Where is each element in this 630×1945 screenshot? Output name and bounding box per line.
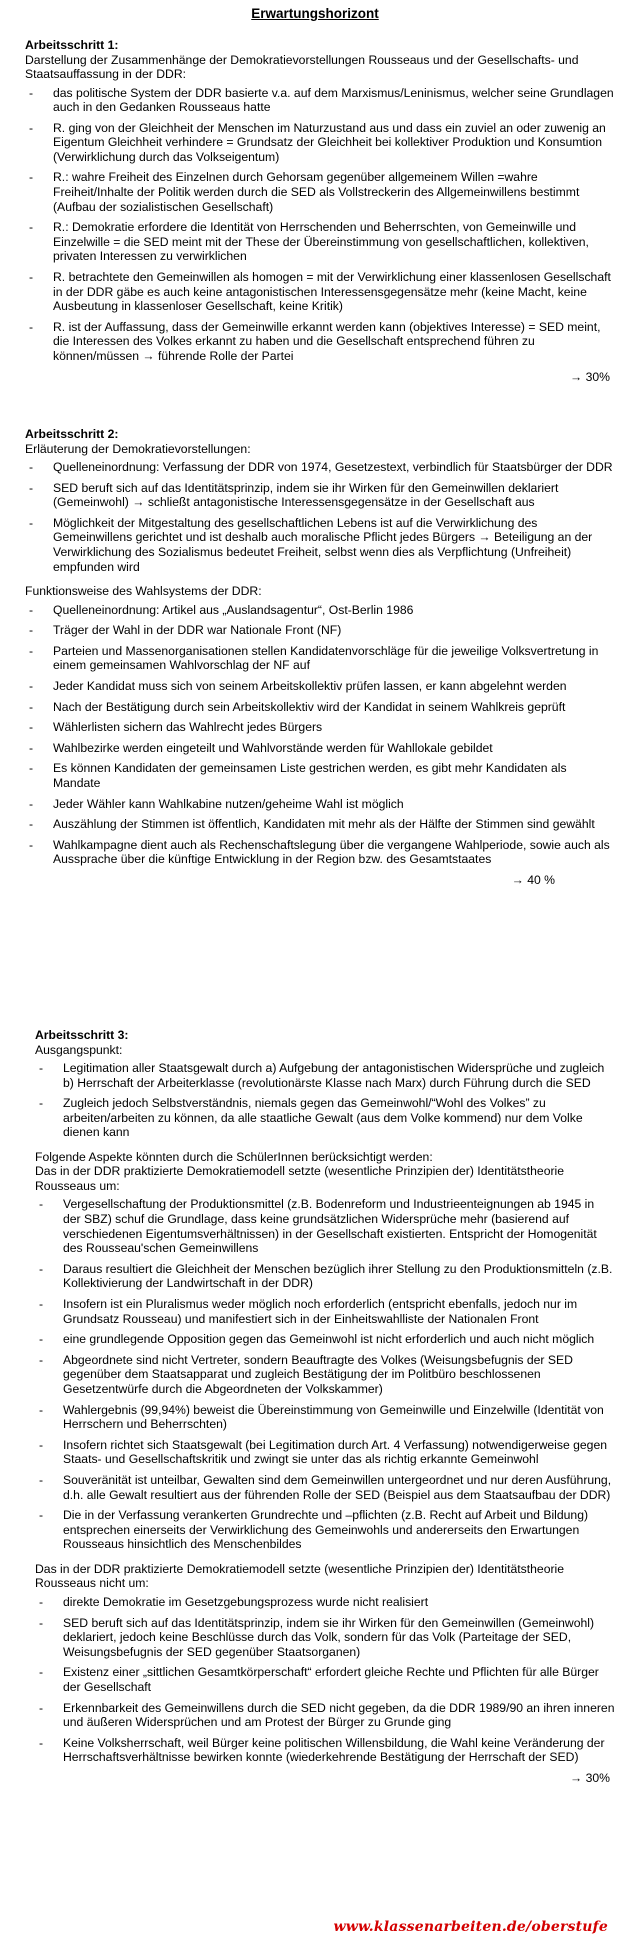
step3-list3-item: - direkte Demokratie im Gesetzgebungsprozess wurde nicht realisiert	[35, 1595, 615, 1610]
step2-list-item: - Möglichkeit der Mitgestaltung des gesellschaftlichen Lebens ist auf die Verwirklichung des Gemeinwillens gerichtet und ist deshalb auch moralische Pflicht jedes Bürgers → Beteiligung an der Verwirklichung des Sozialismus bedeutet Freiheit, selbst wenn dies als Verpflichtung (Unfreiheit) empfunden wird	[25, 516, 615, 574]
step2-list2-item: - Quelleneinordnung: Artikel aus „Auslandsagentur“, Ost-Berlin 1986	[25, 603, 615, 618]
step3-list2-item: - Die in der Verfassung verankerten Grundrechte und –pflichten (z.B. Recht auf Arbeit und Bildung) entsprechen einerseits der Verwirklichung des Gemeinwohls und andererseits den Erwartungen Rousseaus hinsichtlich des Menschenbildes	[35, 1508, 615, 1552]
footer-section: oberstufe	[531, 1919, 608, 1935]
step1-list	[25, 86, 615, 364]
step2-list2-item: - Auszählung der Stimmen ist öffentlich, Kandidaten mit mehr als der Hälfte der Stimmen sind gewählt	[25, 817, 615, 832]
step2-list-item: - Quelleneinordnung: Verfassung der DDR von 1974, Gesetzestext, verbindlich für Staatsbürger der DDR	[25, 460, 615, 475]
step1-list-item: - R.: wahre Freiheit des Einzelnen durch Gehorsam gegenüber allgemeinem Willen =wahre Freiheit/Inhalte der Politik werden durch die SED als Vollstreckerin des Allgemeinwillens bestimmt (Aufbau der sozialistischen Gesellschaft)	[25, 170, 615, 214]
step1-section	[25, 38, 615, 384]
step3-list2-item: - Souveränität ist unteilbar, Gewalten sind dem Gemeinwillen untergeordnet und nur deren Ausführung, d.h. alle Gewalt resultiert aus der führenden Rolle der SED (Beispiel aus dem Staatsaufbau der DDR)	[35, 1473, 615, 1502]
step3-list3-item: - Erkennbarkeit des Gemeinwillens durch die SED nicht gegeben, da die DDR 1989/90 an ihren inneren und äußeren Widersprüchen und am Protest der Bürger zu Grunde ging	[35, 1701, 615, 1730]
footer-site: www.klassenarbeiten.de	[333, 1919, 526, 1935]
step3-list2-item: - Insofern richtet sich Staatsgewalt (bei Legitimation durch Art. 4 Verfassung) notwendigerweise gegen Staats- und Gesellschaftskritik und zwingt sie unter das als richtig erkannte Gemeinwohl	[35, 1438, 615, 1467]
step2-list2-item: - Wahlbezirke werden eingeteilt und Wahlvorstände werden für Wahllokale gebildet	[25, 741, 615, 756]
step2-intro2: Funktionsweise des Wahlsystems der DDR:	[25, 584, 262, 599]
step3-list2-item: - Wahlergebnis (99,94%) beweist die Übereinstimmung von Gemeinwille und Einzelwille (Identität von Herrschern und Beherrschten)	[35, 1403, 615, 1432]
step3-list2	[35, 1197, 615, 1551]
step3-list3	[35, 1595, 615, 1765]
document-title: Erwartungshorizont	[251, 6, 379, 21]
step2-list-item: - SED beruft sich auf das Identitätsprinzip, indem sie ihr Wirken für den Gemeinwillen deklariert (Gemeinwohl) → schließt antagonistische Interessensgegensätze in der Gesellschaft aus	[25, 481, 615, 510]
step3-intro: Ausgangspunkt:	[35, 1042, 123, 1057]
step1-list-item: - R. betrachtete den Gemeinwillen als homogen = mit der Verwirklichung einer klassenlosen Gesellschaft in der DDR gäbe es auch keine antagonistischen Interessensgegensätze mehr (keine Macht, keine Ausbeutung in klassenloser Gesellschaft, keine Kritik)	[25, 270, 615, 314]
step2-list	[25, 460, 615, 574]
step2-list2-item: - Jeder Wähler kann Wahlkabine nutzen/geheime Wahl ist möglich	[25, 797, 615, 812]
step3-list2-item: - Vergesellschaftung der Produktionsmittel (z.B. Bodenreform und Industrieenteignungen ab 1945 in der SBZ) schuf die Grundlage, dass keine grundsätzlichen Widersprüche mehr (basierend auf verschiedenen Eigentumsverhältnissen) in der Gesellschaft existierten. Entspricht der Homogenität des Rousseau'schen Gemeinwillens	[35, 1197, 615, 1255]
step3-list2-item: - Daraus resultiert die Gleichheit der Menschen bezüglich ihrer Stellung zu den Produktionsmitteln (z.B. Kollektivierung der Landwirtschaft in der DDR)	[35, 1262, 615, 1291]
step2-list2-item: - Jeder Kandidat muss sich von seinem Arbeitskollektiv prüfen lassen, er kann abgelehnt werden	[25, 679, 615, 694]
step2-intro: Erläuterung der Demokratievorstellungen:	[25, 441, 251, 456]
step3-list2-item: - eine grundlegende Opposition gegen das Gemeinwohl ist nicht erforderlich und auch nicht möglich	[35, 1332, 615, 1347]
step3-list-item: - Legitimation aller Staatsgewalt durch a) Aufgebung der antagonistischen Widersprüche und zugleich b) Herrschaft der Arbeiterklasse (revolutionärste Klasse nach Marx) durch Führung durch die SED	[35, 1061, 615, 1090]
step3-list3-item: - Keine Volksherrschaft, weil Bürger keine politischen Willensbildung, die Wahl keine Veränderung der Herrschaftsverhältnisse bewirken konnte (wiederkehrende Bestätigung der Herrschaft der SED)	[35, 1736, 615, 1765]
step3-list2-item: - Insofern ist ein Pluralismus weder möglich noch erforderlich (entspricht ebenfalls, jedoch nur im Grundsatz Rousseau) und manifestiert sich in der Einheitswahlliste der Nationalen Front	[35, 1297, 615, 1326]
step1-intro: Darstellung der Zusammenhänge der Demokratievorstellungen Rousseaus und der Gesellschafts- und Staatsauffassung in der DDR:	[25, 52, 579, 81]
step3-section	[35, 1028, 615, 1785]
step1-heading: Arbeitsschritt 1:	[25, 38, 119, 52]
step1-list-item: - das politische System der DDR basierte v.a. auf dem Marxismus/Leninismus, welcher seine Grundlagen auch in den Gedanken Rousseaus hatte	[25, 86, 615, 115]
footer-url[interactable]	[333, 1919, 608, 1935]
step2-list2-item: - Nach der Bestätigung durch sein Arbeitskollektiv wird der Kandidat in seinem Wahlkreis geprüft	[25, 700, 615, 715]
step2-list2-item: - Wählerlisten sichern das Wahlrecht jedes Bürgers	[25, 720, 615, 735]
step3-percent: → 30%	[570, 1770, 610, 1785]
step3-list3-item: - SED beruft sich auf das Identitätsprinzip, indem sie ihr Wirken für den Gemeinwillen (Gemeinwohl) deklariert, jedoch keine Beschlüsse durch das Volk, sondern für das Volk (Parteitage der SED, Weisungsbefugnis der SED gegenüber Staatsorganen)	[35, 1616, 615, 1660]
step2-section	[25, 427, 615, 887]
step2-list2-item: - Träger der Wahl in der DDR war Nationale Front (NF)	[25, 623, 615, 638]
step1-list-item: - R. ging von der Gleichheit der Menschen im Naturzustand aus und dass ein zuviel an oder zuwenig an Eigentum Gleichheit verhindere = Grundsatz der Gleichheit bei kollektiver Produktion und Konsumtion (Verwirklichung durch das Volkseigentum)	[25, 121, 615, 165]
step2-list2-item: - Es können Kandidaten der gemeinsamen Liste gestrichen werden, es gibt mehr Kandidaten als Mandate	[25, 761, 615, 790]
step3-list	[35, 1061, 615, 1140]
step3-list2-item: - Abgeordnete sind nicht Vertreter, sondern Beauftragte des Volkes (Weisungsbefugnis der SED gegenüber dem Staatsapparat und zugleich Bestätigung der im Politbüro beschlossenen Gesetzentwürfe durch die Abgeordneten der Volkskammer)	[35, 1353, 615, 1397]
step2-percent: → 40 %	[511, 872, 555, 887]
step3-heading: Arbeitsschritt 3:	[35, 1028, 129, 1042]
step2-heading: Arbeitsschritt 2:	[25, 427, 119, 441]
step1-list-item: - R.: Demokratie erfordere die Identität von Herrschenden und Beherrschten, von Gemeinwille und Einzelwille = die SED meint mit der These der Übereinstimmung von gesellschaftlichen, kollektiven, privaten Interessen zu verwirklichen	[25, 220, 615, 264]
step3-list-item: - Zugleich jedoch Selbstverständnis, niemals gegen das Gemeinwohl/“Wohl des Volkes” zu arbeiten/arbeiten zu können, da alle staatliche Gewalt (aus dem Volke kommend) nur dem Volke dienen kann	[35, 1096, 615, 1140]
step2-list2-item: - Parteien und Massenorganisationen stellen Kandidatenvorschläge für die jeweilige Volksvertretung in einem gemeinsamen Wahlvorschlag der NF auf	[25, 644, 615, 673]
step3-list3-item: - Existenz einer „sittlichen Gesamtkörperschaft“ erfordert gleiche Rechte und Pflichten für alle Bürger der Gesellschaft	[35, 1665, 615, 1694]
step3-intro2: Folgende Aspekte könnten durch die SchülerInnen berücksichtigt werden: Das in der DDR praktizierte Demokratiemodell setzte (wesentliche Prinzipien der) Identitätstheorie Rousseaus um:	[35, 1149, 565, 1193]
step2-list2	[25, 603, 615, 867]
step1-percent: → 30%	[570, 369, 610, 384]
step3-intro3: Das in der DDR praktizierte Demokratiemodell setzte (wesentliche Prinzipien der) Identitätstheorie Rousseaus nicht um:	[35, 1561, 565, 1591]
footer-slash: /	[526, 1919, 532, 1935]
step1-list-item: - R. ist der Auffassung, dass der Gemeinwille erkannt werden kann (objektives Interesse) = SED meint, die Interessen des Volkes erkannt zu haben und die Gesellschaft entsprechend führen zu können/müssen → führende Rolle der Partei	[25, 320, 615, 364]
step2-list2-item: - Wahlkampagne dient auch als Rechenschaftslegung über die vergangene Wahlperiode, sowie auch als Aussprache über die künftige Entwicklung in der Region bzw. des Gesamtstaates	[25, 838, 615, 867]
